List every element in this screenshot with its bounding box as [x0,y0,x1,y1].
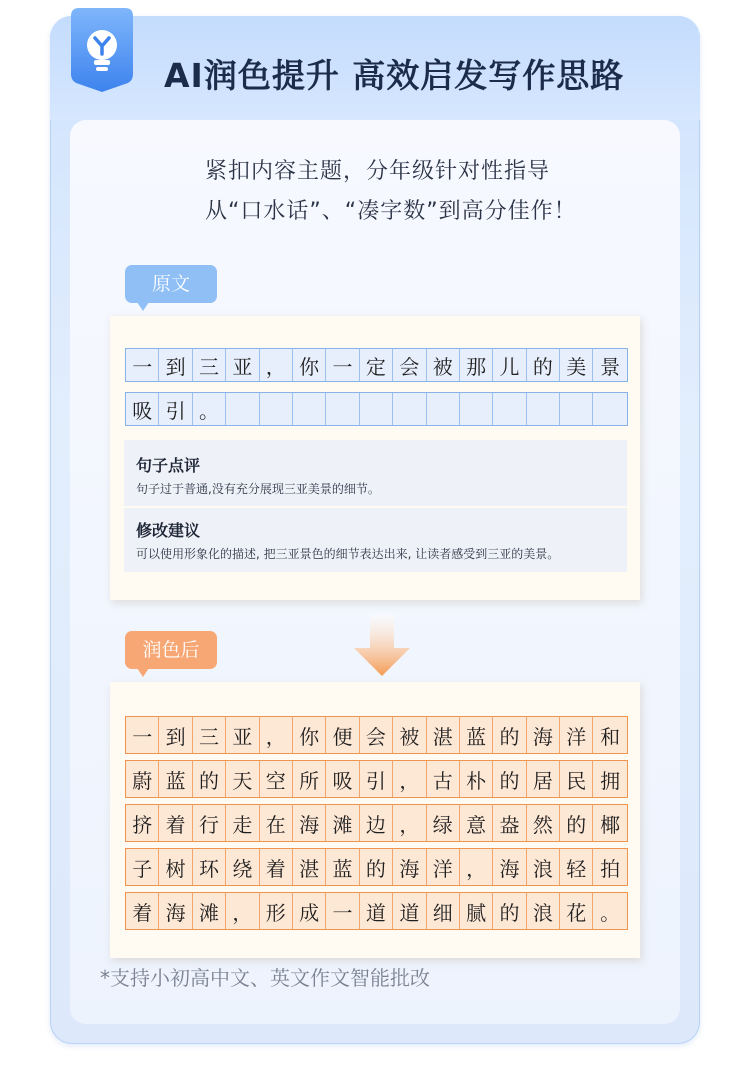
grid-cell: 成 [293,893,326,929]
grid-cell: 环 [193,849,226,885]
suggestion-heading: 修改建议 [136,521,201,540]
grid-cell: 洋 [560,717,593,753]
footnote: *支持小初高中文、英文作文智能批改 [100,966,430,990]
grid-cell: 海 [393,849,426,885]
grid-cell: 一 [126,717,159,753]
down-arrow-icon [352,614,412,678]
grid-cell: 海 [293,805,326,841]
grid-cell: 美 [560,349,593,381]
review-text: 句子过于普通,没有充分展现三亚美景的细节。 [136,482,380,496]
grid-cell [427,393,460,425]
grid-cell: 被 [427,349,460,381]
grid-cell: 儿 [493,349,526,381]
grid-cell [260,393,293,425]
grid-cell: 蔚 [126,761,159,797]
grid-cell [593,393,626,425]
grid-cell: 你 [293,717,326,753]
sentence-review [124,440,627,506]
grid-cell: 海 [527,717,560,753]
grid-cell: ， [393,761,426,797]
grid-cell: 椰 [600,812,621,837]
grid-cell: 道 [360,893,393,929]
grid-cell: 景 [600,354,621,379]
grid-cell: 树 [159,849,192,885]
grid-cell: 腻 [460,893,493,929]
grid-cell: 便 [326,717,359,753]
grid-cell: 行 [193,805,226,841]
grid-cell: 你 [293,349,326,381]
grid-cell: 挤 [126,805,159,841]
subtitle-line-2: 从“口水话”、“凑字数”到高分佳作！ [205,199,577,224]
grid-cell [527,393,560,425]
grid-cell [360,393,393,425]
grid-cell: 三 [193,349,226,381]
grid-cell: 空 [260,761,293,797]
grid-cell: 形 [260,893,293,929]
grid-cell: 的 [360,849,393,885]
grid-cell [293,393,326,425]
grid-cell: 的 [527,349,560,381]
subtitle-line-1: 紧扣内容主题，分年级针对性指导 [205,159,551,184]
grid-cell: 亚 [226,349,259,381]
grid-cell [226,393,259,425]
grid-cell: 居 [527,761,560,797]
grid-cell: 民 [560,761,593,797]
polished-grid-row-4 [125,848,628,886]
grid-cell: 到 [159,349,192,381]
grid-cell: 海 [493,849,526,885]
polished-grid-row-3 [125,804,628,842]
grid-cell: 引 [360,761,393,797]
grid-cell: 定 [360,349,393,381]
grid-cell: 吸 [326,761,359,797]
grid-cell: 细 [427,893,460,929]
original-grid-row-2 [125,392,628,426]
polished-grid-row-1 [125,716,628,754]
grid-cell: ， [260,349,293,381]
original-grid-row-1 [125,348,628,382]
grid-cell: 蓝 [460,717,493,753]
grid-cell: 一 [126,349,159,381]
grid-cell: 。 [600,900,621,925]
grid-cell: 着 [159,805,192,841]
polished-paper [110,682,640,958]
grid-cell: ， [260,717,293,753]
grid-cell: ， [460,849,493,885]
lightbulb-icon [71,8,133,92]
grid-cell: 边 [360,805,393,841]
grid-cell: 的 [493,761,526,797]
grid-cell: 古 [427,761,460,797]
grid-cell: 的 [493,893,526,929]
grid-cell: 朴 [460,761,493,797]
grid-cell [326,393,359,425]
grid-cell: 的 [493,717,526,753]
grid-cell: 。 [193,393,226,425]
grid-cell [460,393,493,425]
grid-cell: 引 [159,393,192,425]
grid-cell: 绿 [427,805,460,841]
grid-cell: 盎 [493,805,526,841]
grid-cell: ， [226,893,259,929]
grid-cell: 蓝 [159,761,192,797]
suggestion-text: 可以使用形象化的描述, 把三亚景色的细节表达出来, 让读者感受到三亚的美景。 [136,547,560,561]
grid-cell: 着 [126,893,159,929]
grid-cell: 道 [393,893,426,929]
grid-cell: 洋 [427,849,460,885]
review-heading: 句子点评 [136,456,201,475]
grid-cell: 一 [326,893,359,929]
grid-cell: 拥 [600,768,621,793]
grid-cell: 浪 [527,893,560,929]
grid-cell: 滩 [326,805,359,841]
card-header [50,16,700,120]
grid-cell: 到 [159,717,192,753]
original-paper [110,316,640,600]
grid-cell: 着 [260,849,293,885]
grid-cell: 吸 [126,393,159,425]
grid-cell: 浪 [527,849,560,885]
grid-cell: 意 [460,805,493,841]
grid-cell: 拍 [600,856,621,881]
page-title: AI润色提升 高效启发写作思路 [164,56,625,95]
grid-cell: 在 [260,805,293,841]
grid-cell [493,393,526,425]
grid-cell [560,393,593,425]
feature-card [50,16,700,1044]
grid-cell: ， [393,805,426,841]
grid-cell: 蓝 [326,849,359,885]
grid-cell: 然 [527,805,560,841]
grid-cell: 湛 [293,849,326,885]
grid-cell: 会 [360,717,393,753]
grid-cell: 走 [226,805,259,841]
grid-cell: 花 [560,893,593,929]
polished-grid-row-5 [125,892,628,930]
grid-cell: 一 [326,349,359,381]
grid-cell [393,393,426,425]
grid-cell: 三 [193,717,226,753]
grid-cell: 的 [560,805,593,841]
grid-cell: 亚 [226,717,259,753]
grid-cell: 那 [460,349,493,381]
grid-cell: 湛 [427,717,460,753]
grid-cell: 被 [393,717,426,753]
grid-cell: 绕 [226,849,259,885]
grid-cell: 天 [226,761,259,797]
grid-cell: 轻 [560,849,593,885]
grid-cell: 海 [159,893,192,929]
grid-cell: 滩 [193,893,226,929]
grid-cell: 的 [193,761,226,797]
content-panel [70,120,680,1024]
original-tag: 原文 [125,265,217,303]
polished-tag: 润色后 [125,631,217,669]
polished-grid-row-2 [125,760,628,798]
grid-cell: 子 [126,849,159,885]
grid-cell: 所 [293,761,326,797]
revision-suggestion [124,508,627,572]
grid-cell: 和 [600,724,621,749]
grid-cell: 会 [393,349,426,381]
